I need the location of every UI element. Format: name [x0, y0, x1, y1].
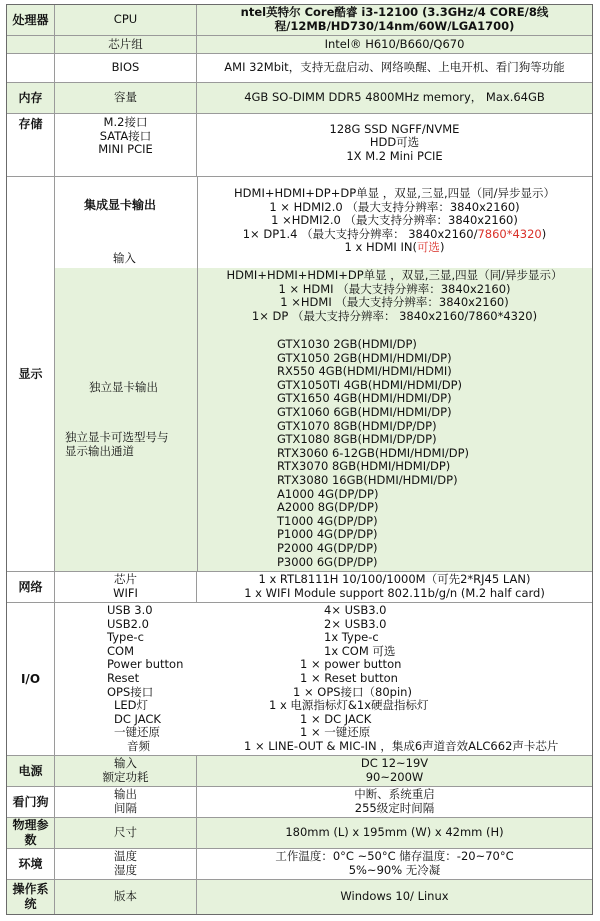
memory-value: 4GB SO-DIMM DDR5 4800MHz memory， Max.64GB — [244, 90, 545, 105]
environment-row — [7, 849, 592, 880]
bios-row — [7, 54, 592, 83]
category-io: I/O — [7, 603, 55, 755]
environment-value: 工作温度：0°C ~50°C 储存温度：-20~70°C — [275, 849, 514, 864]
io-values — [197, 604, 592, 754]
watchdog-values — [197, 787, 592, 817]
power-label-input: 输入 — [114, 756, 137, 771]
bios-label: BIOS — [111, 60, 140, 75]
bios-value: AMI 32Mbit，支持无盘启动、网络唤醒、上电开机、看门狗等功能 — [224, 60, 565, 75]
igpu-red-optional: 可选 — [416, 240, 440, 255]
igpu-values — [197, 187, 592, 255]
storage-value: 1X M.2 Mini PCIE — [346, 148, 443, 163]
category-storage: 存储 — [7, 114, 55, 176]
storage-value: HDD可选 — [369, 135, 420, 150]
os-label: 版本 — [114, 889, 137, 904]
dgpu-model-label: 独立显卡可选型号与 — [65, 430, 169, 444]
os-row — [7, 880, 592, 914]
category-memory: 内存 — [7, 83, 55, 113]
dgpu-model: GTX1080 8GB(HDMI/DP/DP) — [277, 432, 437, 447]
dgpu-model: RTX3080 16GB(HDMI/HDMI/DP) — [277, 472, 458, 487]
dgpu-model: RX550 4GB(HDMI/HDMI/HDMI) — [277, 364, 452, 379]
category-os: 操作系统 — [7, 880, 55, 914]
category-empty — [7, 54, 55, 82]
dgpu-model: P3000 6G(DP/DP) — [277, 554, 378, 569]
io-value: 1x Type-c — [324, 630, 379, 645]
category-watchdog: 看门狗 — [7, 787, 55, 817]
storage-label-m2: M.2接口 — [103, 115, 148, 129]
io-value: 1 x 电源指标灯&1x硬盘指标灯 — [269, 698, 429, 713]
watchdog-label-interval: 间隔 — [114, 801, 137, 815]
watchdog-row — [7, 787, 592, 818]
io-value: 4× USB3.0 — [324, 603, 387, 617]
category-empty — [7, 36, 55, 53]
category-display: 显示 — [7, 177, 55, 571]
io-label: Type-c — [107, 630, 144, 645]
igpu-line: 1 ×HDMI2.0 （最大支持分辨率：3840x2160) — [271, 213, 518, 228]
memory-row — [7, 83, 592, 114]
environment-label-temp: 温度 — [114, 849, 137, 864]
io-labels — [107, 604, 183, 754]
dgpu-model: P2000 4G(DP/DP) — [277, 540, 378, 555]
io-value: 1 × DC JACK — [300, 711, 372, 726]
network-value: 1 x RTL8111H 10/100/1000M（可先2*RJ45 LAN) — [258, 572, 531, 587]
dgpu-output-line: HDMI+HDMI+HDMI+DP单显 ，双显,三显,四显（同/异步显示） — [226, 268, 563, 282]
cpu-value — [197, 5, 592, 35]
physical-value: 180mm (L) x 195mm (W) x 42mm (H) — [285, 825, 504, 840]
cpu-value-line: ntel英特尔 Core酷睿 i3-12100 (3.3GHz/4 CORE/8线 — [240, 5, 549, 20]
dgpu-output-line: 1 ×HDMI （最大支持分辨率：3840x2160) — [280, 295, 509, 310]
igpu-input-label: 输入 — [113, 251, 136, 265]
power-value: 90~200W — [365, 770, 424, 784]
power-values — [197, 756, 592, 786]
io-label: 一键还原 — [114, 725, 160, 740]
power-value: DC 12~19V — [360, 756, 429, 771]
dgpu-model-list — [277, 338, 469, 569]
io-value: 2× USB3.0 — [324, 616, 387, 631]
watchdog-value: 中断、系统重启 — [354, 787, 435, 802]
storage-label-minipcie: MINI PCIE — [98, 142, 153, 157]
io-value: 1 × power button — [300, 657, 402, 672]
igpu-line: 1× DP1.4 （最大支持分辨率： 3840x2160/7860*4320) — [242, 226, 547, 241]
dgpu-model: RTX3070 8GB(HDMI/HDMI/DP) — [277, 459, 451, 474]
igpu-section — [55, 177, 592, 269]
network-values — [197, 572, 592, 602]
dgpu-model: A1000 4G(DP/DP) — [277, 486, 379, 501]
storage-label-sata: SATA接口 — [99, 128, 152, 143]
io-value: 1 × OPS接口（80pin) — [293, 684, 412, 699]
io-label: DC JACK — [114, 711, 161, 726]
dgpu-model: GTX1060 6GB(HDMI/HDMI/DP) — [277, 404, 452, 419]
physical-row — [7, 818, 592, 849]
cpu-row — [7, 5, 592, 36]
os-value: Windows 10/ Linux — [340, 889, 449, 904]
chipset-row — [7, 36, 592, 54]
network-row — [7, 572, 592, 603]
category-cpu: 处理器 — [7, 5, 55, 35]
io-value: 1x COM 可选 — [324, 643, 396, 658]
dgpu-model: A2000 8G(DP/DP) — [277, 500, 379, 515]
network-value: 1 x WIFI Module support 802.11b/g/n (M.2 half card) — [244, 586, 545, 600]
io-label: USB 3.0 — [107, 603, 153, 617]
io-label: COM — [107, 643, 135, 658]
igpu-label: 集成显卡输出 — [84, 198, 157, 212]
dgpu-model: T1000 4G(DP/DP) — [277, 513, 378, 528]
io-block — [7, 603, 592, 756]
dgpu-output-line: 1 × HDMI （最大支持分辨率：3840x2160) — [278, 281, 511, 296]
io-label: LED灯 — [114, 698, 149, 713]
io-label: 音频 — [127, 738, 150, 753]
spec-sheet — [6, 4, 593, 915]
power-label-rated: 额定功耗 — [102, 770, 149, 784]
dgpu-model: RTX3060 6-12GB(HDMI/HDMI/DP) — [277, 445, 470, 460]
dgpu-model: GTX1070 8GB(HDMI/DP/DP) — [277, 418, 437, 433]
storage-values — [197, 114, 592, 176]
igpu-red-resolution: 7860*4320 — [477, 226, 542, 241]
environment-label-humidity: 湿度 — [114, 863, 137, 877]
io-value: 1 × 一键还原 — [300, 725, 371, 740]
category-environment: 环境 — [7, 849, 55, 879]
dgpu-output-line: 1× DP （最大支持分辨率： 3840x2160/7860*4320) — [251, 308, 538, 323]
environment-values — [197, 849, 592, 879]
cpu-value-line: 程/12MB/HD730/14nm/60W/LGA1700) — [274, 19, 515, 33]
watchdog-label-output: 输出 — [114, 787, 137, 802]
chipset-label: 芯片组 — [108, 36, 143, 51]
display-block — [7, 177, 592, 572]
power-row — [7, 756, 592, 787]
network-label-wifi: WIFI — [113, 586, 138, 600]
dgpu-section — [55, 268, 592, 571]
io-value: 1 × Reset button — [300, 670, 398, 685]
dgpu-model: GTX1650 4GB(HDMI/HDMI/DP) — [277, 391, 452, 406]
category-network: 网络 — [7, 572, 55, 602]
io-label: OPS接口 — [107, 684, 154, 699]
io-label: Reset — [107, 670, 140, 685]
category-physical: 物理参数 — [7, 818, 55, 848]
category-power: 电源 — [7, 756, 55, 786]
io-value: 1 × LINE-OUT & MIC-IN ，集成6声道音效ALC662声卡芯片 — [244, 738, 559, 753]
io-label: USB2.0 — [107, 616, 149, 631]
dgpu-label: 独立显卡输出 — [89, 380, 158, 394]
memory-label: 容量 — [114, 90, 137, 105]
storage-value: 128G SSD NGFF/NVME — [329, 121, 460, 136]
dgpu-model: GTX1050TI 4GB(HDMI/HDMI/DP) — [277, 377, 463, 392]
watchdog-value: 255级定时间隔 — [354, 801, 435, 815]
dgpu-output-lines — [197, 269, 592, 323]
storage-row — [7, 114, 592, 177]
igpu-line: 1 x HDMI IN(可选) — [344, 240, 445, 255]
io-label: Power button — [107, 657, 184, 672]
physical-label: 尺寸 — [114, 825, 137, 840]
dgpu-model: GTX1050 2GB(HDMI/HDMI/DP) — [277, 350, 452, 365]
dgpu-model: GTX1030 2GB(HDMI/DP) — [277, 337, 417, 351]
dgpu-model: P1000 4G(DP/DP) — [277, 527, 378, 542]
igpu-line: 1 × HDMI2.0 （最大支持分辨率：3840x2160) — [269, 199, 520, 214]
chipset-value: Intel® H610/B660/Q670 — [324, 36, 465, 51]
environment-value: 5%~90% 无冷凝 — [348, 863, 441, 877]
dgpu-model-label: 显示输出通道 — [65, 444, 134, 458]
cpu-label: CPU — [113, 12, 138, 27]
igpu-line: HDMI+HDMI+DP+DP单显 ，双显,三显,四显（同/异步显示） — [234, 186, 555, 200]
network-label-chip: 芯片 — [114, 572, 137, 587]
